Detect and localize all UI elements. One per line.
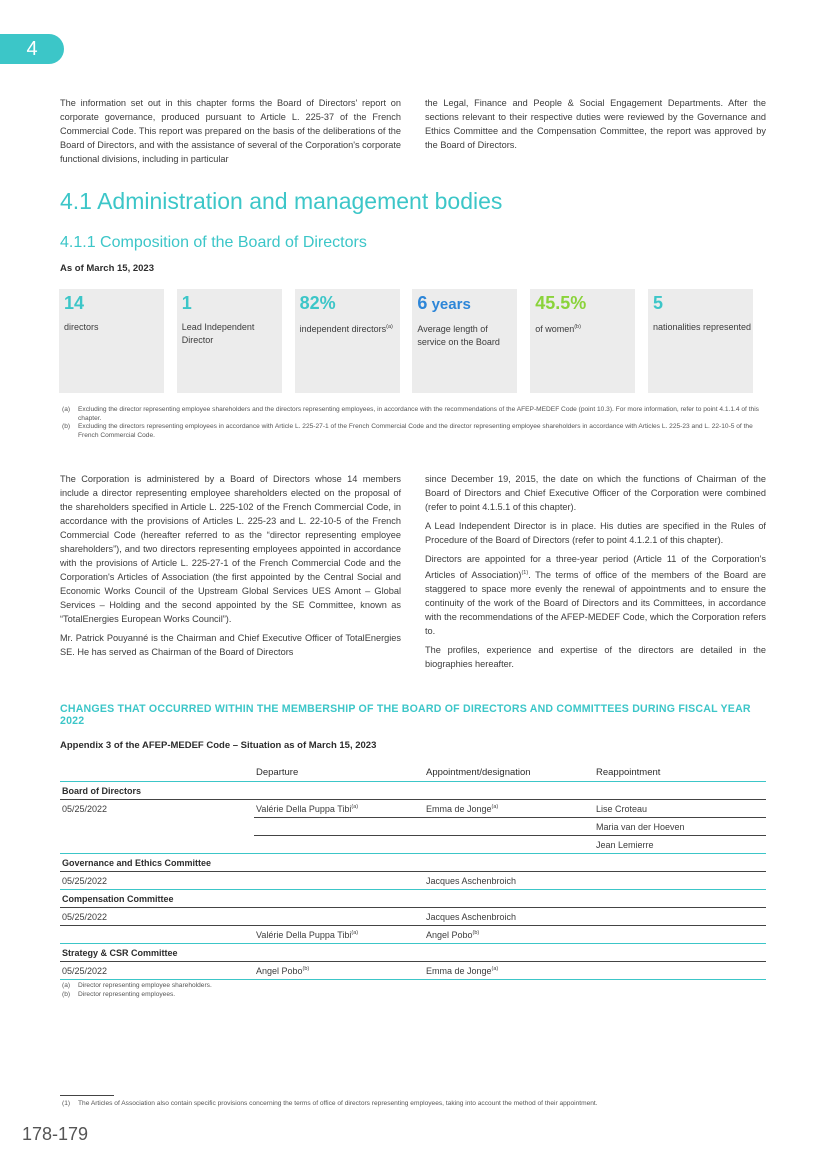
body-right [425,472,766,676]
changes-table [60,764,766,980]
footnote: (b) Excluding the directors representing employees in accordance with Article L. 225-27-1 of the French Commercial Code and the director representing employee shareholders in accordance with Articles L. 225-23 and L. 22-10-5 of the French Commercial Code. [62,423,753,439]
table-group-row: Compensation Committee [60,890,766,908]
as-of-date: As of March 15, 2023 [60,263,154,274]
footnote: (a) Excluding the director representing employee shareholders and the directors representing employees, in accordance with the recommendations of the AFEP-MEDEF Code (point 10.3). For more information, refer to point 4.1.1.4 of this chapter. [62,406,759,422]
footnote: (1) The Articles of Association also contain specific provisions concerning the terms of office of directors representing employees, taking into account the method of their appointment. [62,1100,598,1107]
stat-label: independent directors$^{(a)}$ [299,324,393,334]
table-group-row: Board of Directors [60,782,766,800]
table-header: Departure Appointment/designation Reappointment [60,764,766,782]
footnote: (b) Director representing employees. [62,990,176,998]
paragraph: A Lead Independent Director is in place. His duties are specified in the Rules of Procedure of the Board of Directors (refer to point 4.1.2.1 of this chapter). [425,521,766,545]
stats-boxes [59,289,753,393]
section-title: 4.1 Administration and management bodies [60,188,503,214]
stat-box [295,289,400,393]
stat-value: 5 [652,293,663,313]
table-row: 05/25/2022 Jacques Aschenbroich [60,908,766,926]
stat-box [177,289,282,393]
paragraph: Directors are appointed for a three-year period (Article 11 of the Corporation's Articles of Association)$^{(1)}$. The terms of office of the members of the Board are staggered to space more evenly the renewal of appointments and to ensure the continuity of the work of the Board of Directors and its Committees, in accordance with the recommendations of the AFEP-MEDEF Code, which the Corporation refers to. [425,554,766,636]
stat-value: 45.5% [535,293,587,313]
changes-title: CHANGES THAT OCCURRED WITHIN THE MEMBERSHIP OF THE BOARD OF DIRECTORS AND COMMITTEES DURING FISCAL YEAR 2022 [60,703,751,727]
stat-box [530,289,635,393]
stat-value: 82% [299,293,336,313]
table-row: Jean Lemierre [60,836,766,854]
stats-footnotes [62,406,762,440]
subsection-title: 4.1.1 Composition of the Board of Directors [60,234,367,251]
footnote: (a) Director representing employee shareholders. [62,982,212,989]
paragraph: The profiles, experience and expertise of the directors are detailed in the biographies hereafter. [425,645,766,669]
body-left [60,472,401,676]
stat-box [412,289,517,393]
table-row: Valérie Della Puppa Tibi$^{(a)}$ Angel Pobo$^{(b)}$ [60,926,766,944]
stat-value: 1 [181,293,192,313]
paragraph: Mr. Patrick Pouyanné is the Chairman and Chief Executive Officer of TotalEnergies SE. He has served as Chairman of the Board of Directors [60,633,401,657]
stat-box [59,289,164,393]
paragraph: The Corporation is administered by a Board of Directors whose 14 members include a director representing employee shareholders elected on the proposal of the shareholders specified in Article L. 225-102 of the French Commercial Code, in accordance with the provisions of Articles L. 225-23 and L. 22-10-5 of the French Commercial Code (hereafter referred to as the “director representing employee shareholders”), and two directors representing employees appointed in accordance with the provisions of Article L. 225-27-1 of the French Commercial Code and the Corporation's Articles of Association (the first appointed by the Central Social and Economic Works Council of the Upstream Global Services UES Amont – Global Services – Holding and the second appointed by the SE Committee, known as “TotalEnergies European Works Council”). [60,474,401,624]
intro-left: The information set out in this chapter forms the Board of Directors' report on corporate governance, produced pursuant to Article L. 225-37 of the French Commercial Code. This report was prepared on the basis of the deliberations of the Board of Directors, and with the assistance of several of the Corporation's corporate functional divisions, including in particular [60,98,401,164]
intro-text [60,96,766,166]
page-number: 178-179 [22,1124,89,1144]
stat-label: Lead Independent Director [181,322,255,345]
intro-right: the Legal, Finance and People & Social Engagement Departments. After the sections relevant to their respective duties were reviewed by the Governance and Ethics Committee and the Compensation Committee, the report was approved by the Board of Directors. [425,98,766,150]
table-row: 05/25/2022 Angel Pobo$^{(b)}$ Emma de Jonge$^{(a)}$ [60,962,766,980]
stat-label: directors [64,322,99,332]
appendix-title: Appendix 3 of the AFEP-MEDEF Code – Situation as of March 15, 2023 [60,740,377,751]
body-text [60,472,766,676]
stat-box [648,289,753,393]
table-row: 05/25/2022 Jacques Aschenbroich [60,872,766,890]
page-footnote [62,1100,762,1109]
stat-label: nationalities represented [652,322,752,332]
table-row: 05/25/2022 Valérie Della Puppa Tibi$^{(a)}$ Emma de Jonge$^{(a)}$ Lise Croteau [60,800,766,818]
stat-label: of women$^{(b)}$ [535,324,581,334]
footnote-rule [60,1095,114,1096]
paragraph: since December 19, 2015, the date on which the functions of Chairman of the Board of Directors and Chief Executive Officer of the Corporation were combined (refer to point 4.1.5.1 of this chapter). [425,474,766,512]
stat-value: 6 years [417,293,471,313]
chapter-tab: 4 [0,34,64,64]
table-group-row: Governance and Ethics Committee [60,854,766,872]
table-row: Maria van der Hoeven [60,818,766,836]
stat-value: 14 [64,293,85,313]
table-footnotes [62,982,762,999]
stat-label: Average length of service on the Board [417,324,500,347]
table-group-row: Strategy & CSR Committee [60,944,766,962]
